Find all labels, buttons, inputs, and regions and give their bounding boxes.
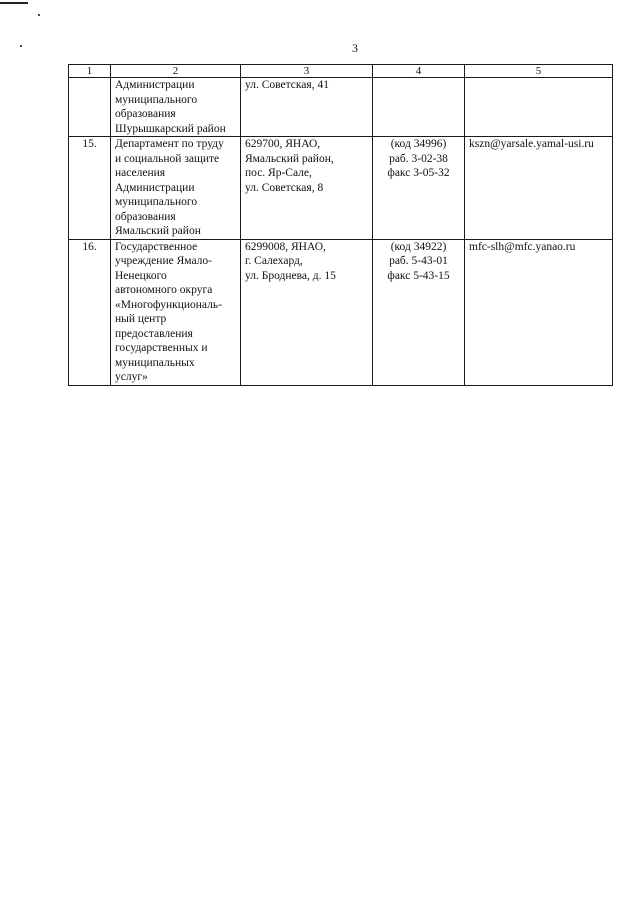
organization-cell <box>111 239 241 385</box>
organization-line: муниципального <box>115 93 198 106</box>
table-header-row <box>69 65 613 78</box>
address-line: пос. Яр-Сале, <box>245 167 312 179</box>
column-header-1: 1 <box>69 65 111 78</box>
address-line: г. Салехард, <box>245 255 303 267</box>
address-line: 6299008, ЯНАО, <box>245 240 326 253</box>
row-number <box>69 78 111 137</box>
organization-line: автономного округа <box>115 284 213 296</box>
organization-line: Государственное <box>115 240 198 253</box>
organization-line: Шурышкарский район <box>115 122 226 135</box>
row-number: 16. <box>69 239 111 385</box>
scan-speck <box>38 14 40 16</box>
organization-line: услуг» <box>115 371 148 383</box>
scan-corner-mark <box>0 2 28 4</box>
phone-line: факс 5-43-15 <box>387 269 450 282</box>
table-row <box>69 239 613 385</box>
organization-line: Ненецкого <box>115 269 167 282</box>
email-cell: kszn@yarsale.yamal-usi.ru <box>465 137 613 240</box>
phone-line: (код 34922) <box>390 240 447 253</box>
organization-line: ный центр <box>115 313 167 325</box>
table-row <box>69 137 613 240</box>
institutions-table <box>68 64 613 386</box>
organization-line: предоставления <box>115 327 193 340</box>
organization-line: государственных и <box>115 342 208 354</box>
address-line: ул. Советская, 8 <box>245 181 324 194</box>
phone-line: факс 3-05-32 <box>387 167 450 179</box>
organization-line: муниципальных <box>115 356 195 369</box>
address-line: ул. Советская, 41 <box>245 79 329 91</box>
organization-line: «Многофункциональ- <box>115 298 222 311</box>
address-cell <box>241 239 373 385</box>
address-cell <box>241 137 373 240</box>
organization-line: Администрации <box>115 181 195 194</box>
organization-line: Департамент по труду <box>115 138 224 150</box>
phone-line: раб. 5-43-01 <box>389 255 448 267</box>
organization-line: Администрации <box>115 79 195 91</box>
column-header-3: 3 <box>241 65 373 78</box>
column-header-5: 5 <box>465 65 613 78</box>
email-cell <box>465 78 613 137</box>
organization-line: Ямальский район <box>115 225 201 237</box>
row-number: 15. <box>69 137 111 240</box>
phone-line: (код 34996) <box>390 138 447 150</box>
organization-line: образования <box>115 210 176 223</box>
phone-cell <box>373 137 465 240</box>
table-row <box>69 78 613 137</box>
address-line: ул. Броднева, д. 15 <box>245 269 336 282</box>
phone-line: раб. 3-02-38 <box>389 152 448 165</box>
organization-line: учреждение Ямало- <box>115 255 212 267</box>
organization-line: муниципального <box>115 196 198 208</box>
organization-line: населения <box>115 167 166 179</box>
scan-speck <box>20 45 22 47</box>
organization-cell <box>111 137 241 240</box>
organization-cell <box>111 78 241 137</box>
page-number: 3 <box>352 41 358 55</box>
address-line: 629700, ЯНАО, <box>245 138 321 150</box>
email-cell: mfc-slh@mfc.yanao.ru <box>465 239 613 385</box>
address-line: Ямальский район, <box>245 152 334 165</box>
phone-cell <box>373 239 465 385</box>
column-header-4: 4 <box>373 65 465 78</box>
column-header-2: 2 <box>111 65 241 78</box>
organization-line: образования <box>115 108 176 120</box>
organization-line: и социальной защите <box>115 152 220 165</box>
phone-cell <box>373 78 465 137</box>
address-cell <box>241 78 373 137</box>
